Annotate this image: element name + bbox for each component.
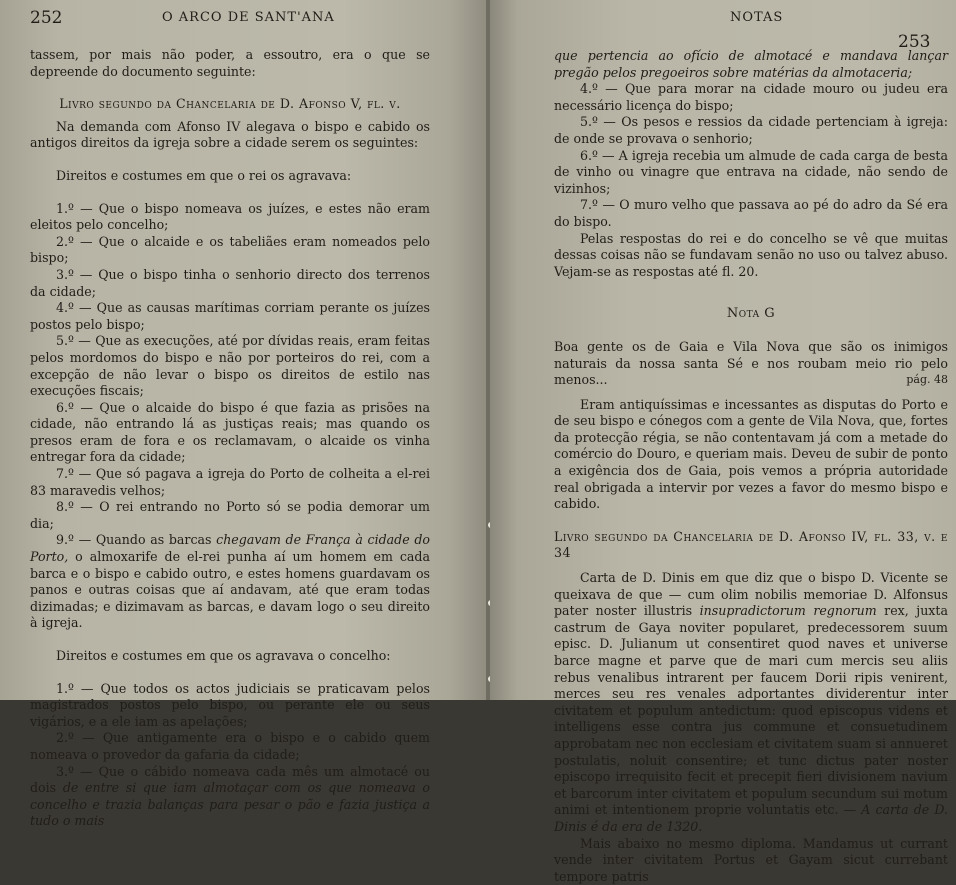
page-number: 252: [30, 8, 63, 28]
quote-text: Boa gente os de Gaia e Vila Nova que são os inimigos naturais da nossa santa Sé e nos roubam meio rio pelo menos...: [554, 338, 948, 388]
latin-text: Carta de D. Dinis em que diz que o bispo D. Vicente se queixava de que — cum olim nobilis memoriae D. Alfonsus pater noster illustris: [554, 570, 948, 619]
right-page: [490, 0, 956, 884]
list-item: 4.º — Que para morar na cidade mouro ou judeu era necessário licença do bispo;: [554, 81, 948, 113]
section-heading: Livro segundo da Chancelaria de D. Afonso IV, fl. 33, v. e 34: [554, 528, 948, 561]
left-page-text: [30, 47, 430, 830]
item-text: 9.º — Quando as barcas: [56, 532, 217, 548]
list-item: [30, 764, 430, 830]
italic-text: de entre si que iam almotaçar com os que nomeava o concelho e trazia balanças para pesar o pão e fazia justiça a tudo o mais: [30, 780, 431, 829]
list-item: 7.º — Que só pagava a igreja do Porto de colheita a el-rei 83 maravedis velhos;: [30, 466, 430, 498]
list-item: 1.º — Que todos os actos judiciais se praticavam pelos magistrados postos pelo bispo, ou perante ele ou seus vigários, e a ele iam as apelações;: [30, 680, 430, 729]
item-text: o almoxarife de el-rei punha aí um homem em cada barca e o bispo e cabido outro, e estes homens guardavam os panos e outras coisas que aí andavam, até que eram todas dizimadas; e dizimavam as barcas, e davam logo o seu direito à igreja.: [30, 549, 430, 631]
paragraph: Mais abaixo no mesmo diploma. Mandamus ut currant vende inter civitatem Portus et Gayam sicut currebant tempore patris: [554, 835, 948, 884]
list-item: 6.º — Que o alcaide do bispo é que fazia as prisões na cidade, não entrando lá as justiças reais; mas quando os presos eram de fora e os reclamavam, o alcaide os vinha entregar fora da cidade;: [30, 399, 430, 465]
list-item: 2.º — Que antigamente era o bispo e o cabido quem nomeava o provedor da gafaria da cidade;: [30, 730, 430, 762]
paragraph: Pelas respostas do rei e do concelho se vê que muitas dessas coisas não se fundavam senão no uso ou talvez abuso. Vejam-se as respostas até fl. 20.: [554, 230, 948, 279]
item-text: 3.º — Que o cábido nomeava cada mês um almotacé ou dois: [30, 763, 430, 796]
list-item: 8.º — O rei entrando no Porto só se podia demorar um dia;: [30, 499, 430, 531]
italic-text: que pertencia ao ofício de almotacé e mandava lançar pregão pelos pregoeiros sobre matérias da almotaceria;: [554, 48, 948, 80]
list-item: 5.º — Que as execuções, até por dívidas reais, eram feitas pelos mordomos do bispo e não por porteiros do rei, com a excepção de não levar o bispo os direitos de estilo nas execuções fiscais;: [30, 333, 430, 399]
list-item: [30, 532, 430, 632]
italic-text: insupradictorum regnorum: [699, 603, 877, 619]
paragraph: Na demanda com Afonso IV alegava o bispo e cabido os antigos direitos da igreja sobre a cidade serem os seguintes:: [30, 118, 430, 151]
running-head: O ARCO DE SANT'ANA: [162, 10, 335, 25]
paragraph: tassem, por mais não poder, a essoutro, era o que se depreende do documento seguinte:: [30, 47, 430, 79]
list-item: 1.º — Que o bispo nomeava os juízes, e estes não eram eleitos pelo concelho;: [30, 200, 430, 233]
list-item: 3.º — Que o bispo tinha o senhorio directo dos terrenos da cidade;: [30, 266, 430, 299]
paragraph: [554, 570, 948, 836]
left-page: [0, 0, 488, 829]
list-item: 4.º — Que as causas marítimas corriam perante os juízes postos pelo bispo;: [30, 300, 430, 332]
note-title: Nota G: [726, 306, 776, 322]
latin-text: rex, juxta castrum de Gaya noviter popularet, predecessorem suum episc. D. Julianum ut consentiret quod naves et universe barce magne et parve que de mari cum mercis seu aliis rebus venalibus intrarent per faucem Dorii ripis venirent, merces seu res venales adportantes dividerentur inter civitatem et populum antedictum: quod episcopus videns et intelligens esse contra jus commune et consuetudinem approbatam nec non ecclesiam et civitatem suam si annueret postulatis, noluit consentire; et tunc dictus pater noster episcopo irrequisito fecit et precepit fieri divisionem navium et barcorum inter civitatem et populum secundum sui motum animi et intentionem proprie voluntatis etc. —: [554, 603, 948, 818]
right-page-text: [554, 48, 948, 885]
page-number: 253: [898, 32, 931, 52]
paragraph: Eram antiquíssimas e incessantes as disputas do Porto e de seu bispo e cónegos com a gente de Vila Nova, que, fortes da protecção régia, se não contentavam já com a metade do comércio do Douro, e queriam mais. Deveu de subir de ponto a exigência dos de Gaia, pois vemos a própria autoridade real obrigada a intervir por vezes a favor do mesmo bispo e cabido.: [554, 396, 948, 512]
list-item: 5.º — Os pesos e ressios da cidade pertenciam à igreja: de onde se provava o senhorio;: [554, 114, 948, 146]
list-item: 6.º — A igreja recebia um almude de cada carga de besta de vinho ou vinagre que entrava na cidade, não sendo de vizinhos;: [554, 147, 948, 196]
quote: [554, 339, 948, 389]
running-head: NOTAS: [730, 10, 784, 25]
subheading: Direitos e costumes em que os agravava o concelho:: [56, 648, 391, 663]
page-reference: pág. 48: [906, 373, 948, 387]
list-item: 2.º — Que o alcaide e os tabeliães eram nomeados pelo bispo;: [30, 233, 430, 266]
subheading: Direitos e costumes em que o rei os agravava:: [56, 167, 352, 183]
section-heading: Livro segundo da Chancelaria de D. Afonso V, fl. v.: [59, 96, 401, 112]
paragraph: [554, 48, 948, 81]
italic-text: A carta de D. Dinis é da era de 1320.: [554, 802, 948, 834]
italic-text: chegavam de França à cidade do Porto,: [30, 532, 430, 565]
list-item: 7.º — O muro velho que passava ao pé do adro da Sé era do bispo.: [554, 197, 948, 229]
